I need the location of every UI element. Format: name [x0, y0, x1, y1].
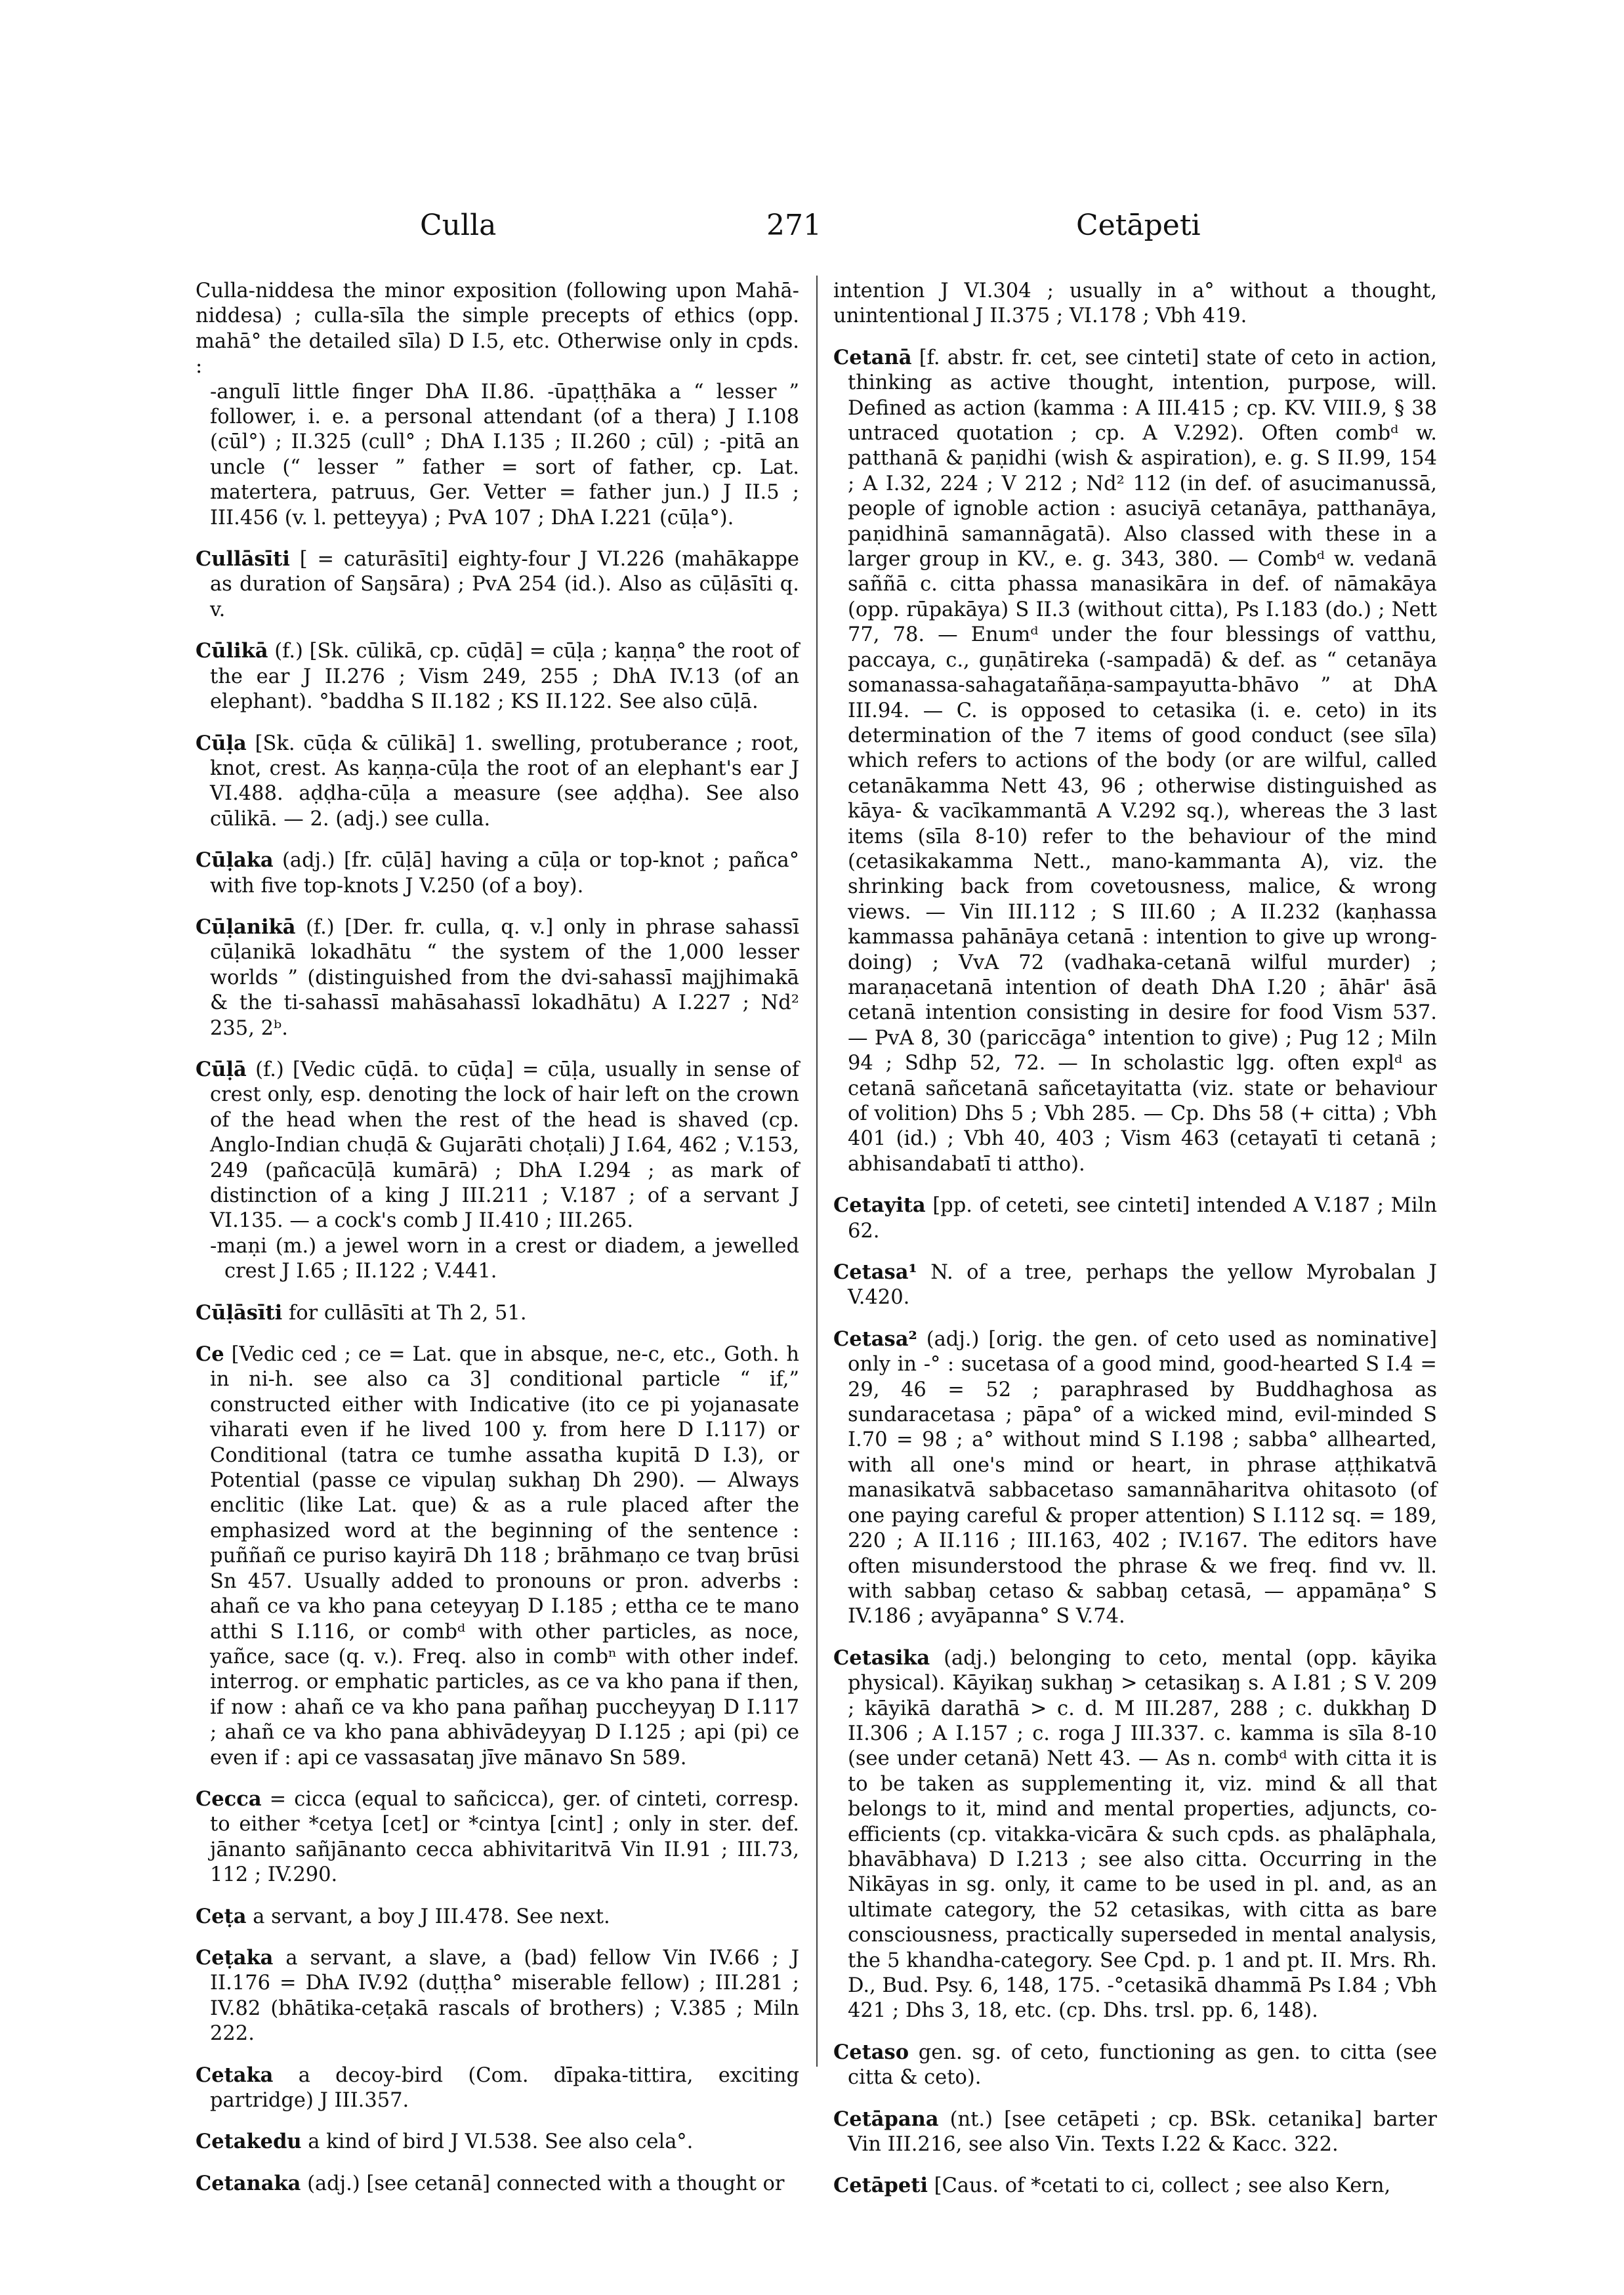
dictionary-entry — [196, 638, 799, 714]
entry-text: a servant, a boy J III.478. See next. — [253, 1905, 610, 1928]
left-column — [196, 279, 799, 2212]
entry-text: [f. abstr. fr. cet, see cinteti] state of ceto in action, thinking as active thought, intention, purpose, will. Defined as action (kamma : A III.415 ; cp. KV. VIII.9, § 38 untraced quotation ; cp. A V.292). Often combᵈ w. patthanā & paṇidhi (wish & aspiration), e. g. S II.99, 154 ; A I.32, 224 ; V 212 ; Nd² 112 (in def. of asucimanussā, people of ignoble action : asuciyā cetanāya, patthanāya, paṇidhinā samannāgatā). Also classed with these in a larger group in KV., e. g. 343, 380. — Combᵈ w. vedanā saññā c. citta phassa manasikāra in def. of nāmakāya (opp. rūpakāya) S II.3 (without citta), Ps I.183 (do.) ; Nett 77, 78. — Enumᵈ under the four blessings of vatthu, paccaya, c., guṇātireka (-sampadā) & def. as “ cetanāya somanassa-sahagatañāṇa-sampayutta-bhāvo ” at DhA III.94. — C. is opposed to cetasika (i. e. ceto) in its determination of the 7 items of good conduct (see sīla) which refers to actions of the body (or are wilful, called cetanākamma Nett 43, 96 ; otherwise distinguished as kāya- & vacīkammantā A V.292 sq.), whereas the 3 last items (sīla 8-10) refer to the behaviour of the mind (cetasikakamma Nett., mano-kammanta A), viz. the shrinking back from covetousness, malice, & wrong views. — Vin III.112 ; S III.60 ; A II.232 (kaṇhassa kammassa pahānāya cetanā : intention to give up wrong-doing) ; VvA 72 (vadhaka-cetanā wilful murder) ; maraṇacetanā intention of death DhA I.20 ; āhār' āsā cetanā intention consisting in desire for food Vism 537. — PvA 8, 30 (pariccāga° intention to give) ; Pug 12 ; Miln 94 ; Sdhp 52, 72. — In scholastic lgg. often explᵈ as cetanā sañcetanā sañcetayitatta (viz. state or behaviour of volition) Dhs 5 ; Vbh 285. — Cp. Dhs 58 (+ citta) ; Vbh 401 (id.) ; Vbh 40, 403 ; Vism 463 (cetayatī ti cetanā ; abhisandabatī ti attho). — [848, 346, 1437, 1176]
entry-text: gen. sg. of ceto, functioning as gen. to citta (see citta & ceto). — [848, 2040, 1437, 2090]
entry-text: (f.) [Der. fr. culla, q. v.] only in phrase sahassī cūḷanikā lokadhātu “ the system of the 1,000 lesser worlds ” (distinguished from the dvi-sahassī majjhimakā & the ti-sahassī mahāsahassī lokadhātu) A I.227 ; Nd² 235, 2ᵇ. — [210, 915, 799, 1040]
entry-text: (adj.) [see cetanā] connected with a thought or — [307, 2172, 785, 2195]
dictionary-entry — [196, 2171, 799, 2197]
dictionary-entry — [833, 345, 1437, 1177]
entry-headword: Cetāpeti — [833, 2174, 928, 2198]
entry-headword: Cetayita — [833, 1193, 926, 1218]
entry-text: (adj.) [orig. the gen. of ceto used as nominative] only in -° : sucetasa of a good mind, good-hearted S I.4 = 29, 46 = 52 ; paraphrased by Buddhaghosa as sundaracetasa ; pāpa° of a wicked mind, evil-minded S I.70 = 98 ; a° without mind S I.198 ; sabba° allhearted, with all one's mind or heart, in phrase aṭṭhikatvā manasikatvā sabbacetaso samannāharitva ohitasoto (of one paying careful & proper attention) S I.112 sq. = 189, 220 ; A II.116 ; III.163, 402 ; IV.167. The editors have often misunderstood the phrase & we freq. find vv. ll. with sabbaŋ cetaso & sabbaŋ cetasā, — appamāṇa° S IV.186 ; avyāpanna° S V.74. — [848, 1327, 1437, 1628]
entry-text: [pp. of ceteti, see cinteti] intended A V.187 ; Miln 62. — [848, 1194, 1437, 1243]
column-divider — [816, 276, 818, 2067]
entry-text: intention J VI.304 ; usually in a° without a thought, unintentional J II.375 ; VI.178 ; Vbh 419. — [833, 279, 1437, 328]
entry-headword: Ce — [196, 1342, 224, 1367]
entry-headword: Cecca — [196, 1787, 262, 1811]
entry-text: (nt.) [see cetāpeti ; cp. BSk. cetanika] barter Vin III.216, see also Vin. Texts I.22 & Kacc. 322. — [848, 2107, 1437, 2157]
dictionary-entry — [833, 1645, 1437, 2024]
dictionary-entry — [196, 1787, 799, 1888]
entry-headword: Cūḷā — [196, 1057, 247, 1081]
entry-headword: Cullāsīti — [196, 547, 290, 571]
entry-text: [Vedic ced ; ce = Lat. que in absque, ne-c, etc., Goth. h in ni-h. see also ca 3] conditional particle “ if,” constructed either with Indicative (ito ce pi yojanasate viharati even if he lived 100 y. from here D I.117) or Conditional (tatra ce tumhe assatha kupitā D I.3), or Potential (passe ce vipulaŋ sukhaŋ Dh 290). — Always enclitic (like Lat. que) & as a rule placed after the emphasized word at the beginning of the sentence : puññañ ce puriso kayirā Dh 118 ; brāhmaṇo ce tvaŋ brūsi Sn 457. Usually added to pronouns or pron. adverbs : ahañ ce va kho pana ceteyyaŋ D I.185 ; ettha ce te mano atthi S I.116, or combᵈ with other particles, as noce, yañce, sace (q. v.). Freq. also in combⁿ with other indef. interrog. or emphatic particles, as ce va kho pana if then, if now : ahañ ce va kho pana pañhaŋ puccheyyaŋ D I.117 ; ahañ ce va kho pana abhivādeyyaŋ D I.125 ; api (pi) ce even if : api ce vassasataŋ jīve mānavo Sn 589. — [210, 1343, 799, 1769]
dictionary-entry — [833, 2173, 1437, 2199]
entry-text: (f.) [Vedic cūḍā. to cūḍa] = cūḷa, usually in sense of crest only, esp. denoting the lock of hair left on the crown of the head when the rest of the head is shaved (cp. Anglo-Indian chuḍā & Gujarāti choṭali) J I.64, 462 ; V.153, 249 (pañcacūḷā kumārā) ; DhA I.294 ; as mark of distinction of a king J III.211 ; V.187 ; of a servant J VI.135. — a cock's comb J II.410 ; III.265. — [210, 1058, 799, 1233]
running-head-left: Culla — [420, 209, 497, 242]
entry-text: (adj.) [fr. cūḷā] having a cūḷa or top-knot ; pañca° with five top-knots J V.250 (of a boy). — [210, 849, 799, 898]
entry-headword: Ceṭa — [196, 1904, 247, 1928]
dictionary-entry — [196, 279, 799, 531]
entry-headword: Cetasa² — [833, 1327, 917, 1351]
entry-text: for cullāsīti at Th 2, 51. — [288, 1301, 527, 1325]
entry-headword: Cetakedu — [196, 2130, 302, 2154]
entry-headword: Cetanā — [833, 345, 912, 369]
dictionary-entry — [196, 1945, 799, 2047]
entry-compounds: -angulī little finger DhA II.86. -ūpaṭṭhāka a “ lesser ” follower, i. e. a personal attendant (of a thera) J I.108 (cūl°) ; II.325 (cull° ; DhA I.135 ; II.260 ; cūl) ; -pitā an uncle (“ lesser ” father = sort of father, cp. Lat. matertera, patruus, Ger. Vetter = father jun.) J II.5 ; III.456 (v. l. petteyya) ; PvA 107 ; DhA I.221 (cūḷa°). — [210, 380, 799, 529]
dictionary-entry — [196, 848, 799, 899]
entry-headword: Cetasa¹ — [833, 1260, 917, 1285]
right-column — [833, 279, 1437, 2215]
dictionary-entry — [196, 2129, 799, 2155]
entry-headword: Cetāpana — [833, 2107, 939, 2131]
entry-headword: Cūḷāsīti — [196, 1300, 283, 1325]
running-head-right: Cetāpeti — [1076, 209, 1201, 242]
entry-headword: Cūḷanikā — [196, 915, 296, 939]
dictionary-entry — [833, 279, 1437, 329]
entry-headword: Cetaka — [196, 2063, 274, 2087]
entry-text: (f.) [Sk. cūlikā, cp. cūḍā] = cūḷa ; kaṇṇa° the root of the ear J II.276 ; Vism 249, 255 ; DhA IV.13 (of an elephant). °baddha S II.182 ; KS II.122. See also cūḷā. — [210, 640, 799, 714]
entry-text: [Caus. of *cetati to ci, collect ; see also Kern, — [934, 2174, 1391, 2198]
entry-text: [Sk. cūḍa & cūlikā] 1. swelling, protuberance ; root, knot, crest. As kaṇṇa-cūḷa the root of an elephant's ear J VI.488. aḍḍha-cūḷa a measure (see aḍḍha). See also cūlikā. — 2. (adj.) see culla. — [210, 732, 799, 831]
entry-text: Culla-niddesa the minor exposition (following upon Mahā-niddesa) ; culla-sīla the simple precepts of ethics (opp. mahā° the detailed sīla) D I.5, etc. Otherwise only in cpds. : — [196, 279, 799, 379]
entry-headword: Cetaso — [833, 2040, 909, 2064]
dictionary-entry — [833, 1193, 1437, 1244]
dictionary-entry — [196, 1300, 799, 1326]
dictionary-entry — [833, 1327, 1437, 1630]
entry-headword: Cūlikā — [196, 639, 268, 663]
dictionary-entry — [196, 2063, 799, 2114]
entry-headword: Cetasika — [833, 1645, 930, 1670]
dictionary-entry — [196, 915, 799, 1041]
entry-text: a servant, a slave, a (bad) fellow Vin IV.66 ; J II.176 = DhA IV.92 (duṭṭha° miserable fellow) ; III.281 ; IV.82 (bhātika-ceṭakā rascals of brothers) ; V.385 ; Miln 222. — [210, 1946, 799, 2046]
entry-text: [ = caturāsīti] eighty-four J VI.226 (mahākappe as duration of Saŋsāra) ; PvA 254 (id.). Also as cūḷāsīti q. v. — [210, 548, 799, 621]
dictionary-entry — [196, 1342, 799, 1771]
entry-headword: Cetanaka — [196, 2171, 301, 2195]
entry-headword: Ceṭaka — [196, 1945, 274, 1970]
dictionary-entry — [196, 547, 799, 623]
entry-text: a decoy-bird (Com. dīpaka-tittira, exciting partridge) J III.357. — [210, 2063, 800, 2112]
dictionary-entry — [833, 2107, 1437, 2158]
entry-text: (adj.) belonging to ceto, mental (opp. kāyika physical). Kāyikaŋ sukhaŋ > cetasikaŋ s. A I.81 ; S V. 209 ; kāyikā darathā > c. d. M III.287, 288 ; c. dukkhaŋ D II.306 ; A I.157 ; c. roga J III.337. c. kamma is sīla 8-10 (see under cetanā) Nett 43. — As n. combᵈ with citta it is to be taken as supplementing it, viz. mind & all that belongs to it, mind and mental properties, adjuncts, co-efficients (cp. vitakka-vicāra & such cpds. as phalāphala, bhavābhava) D I.213 ; see also citta. Occurring in the Nikāyas in sg. only, it came to be used in pl. and, as an ultimate category, the 52 cetasikas, with citta as bare consciousness, practically superseded in mental analysis, the 5 khandha-category. See Cpd. p. 1 and pt. II. Mrs. Rh. D., Bud. Psy. 6, 148, 175. -°cetasikā dhammā Ps I.84 ; Vbh 421 ; Dhs 3, 18, etc. (cp. Dhs. trsl. pp. 6, 148). — [848, 1646, 1437, 2023]
entry-compounds: -maṇi (m.) a jewel worn in a crest or diadem, a jewelled crest J I.65 ; II.122 ; V.441. — [210, 1234, 799, 1283]
entry-text: N. of a tree, perhaps the yellow Myrobalan J V.420. — [848, 1261, 1437, 1310]
dictionary-entry — [196, 1057, 799, 1285]
entry-text: a kind of bird J VI.538. See also cela°. — [308, 2130, 694, 2154]
entry-text: = cicca (equal to sañcicca), ger. of cinteti, corresp. to either *cetya [cet] or *cintya [cint] ; only in ster. def. jānanto sañjānanto cecca abhivitaritvā Vin II.91 ; III.73, 112 ; IV.290. — [210, 1787, 799, 1887]
dictionary-entry — [833, 1260, 1437, 1311]
dictionary-entry — [833, 2040, 1437, 2091]
page-number: 271 — [766, 209, 822, 242]
dictionary-entry — [196, 1904, 799, 1930]
entry-headword: Cūḷaka — [196, 848, 274, 873]
dictionary-entry — [196, 731, 799, 833]
entry-headword: Cūḷa — [196, 731, 247, 755]
